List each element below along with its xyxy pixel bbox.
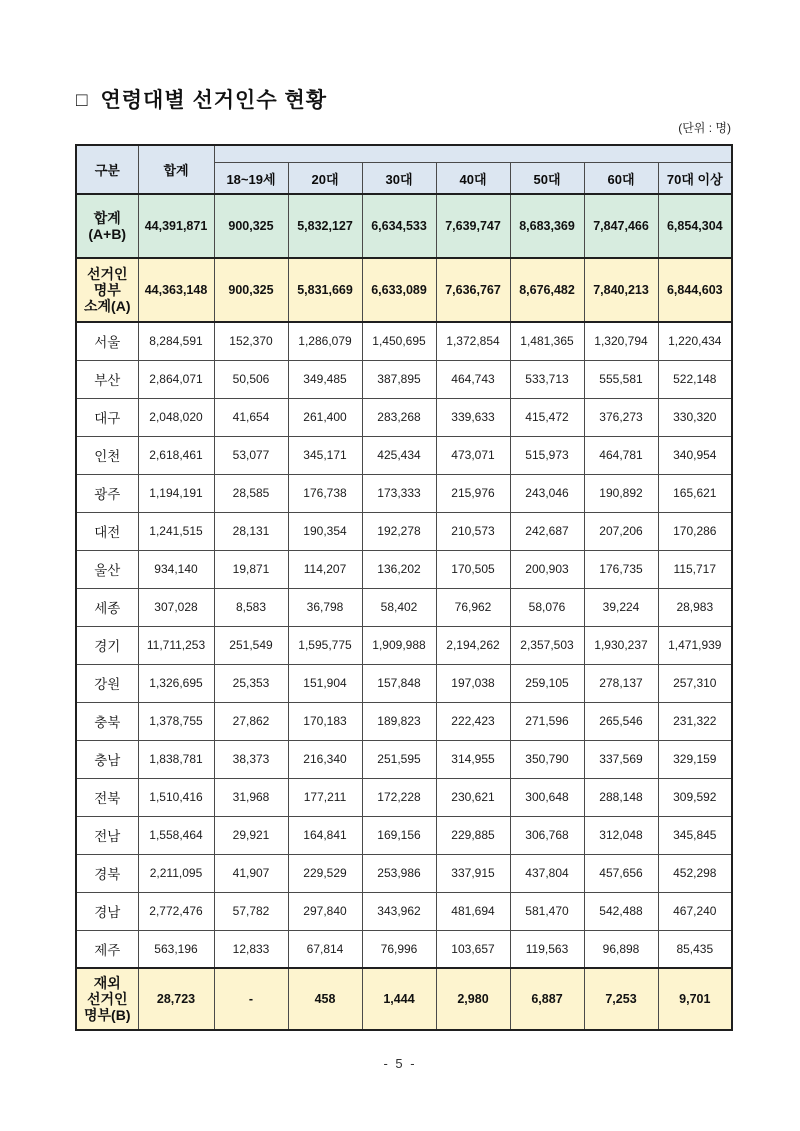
value-cell: 215,976 [436,474,510,512]
value-cell: 50,506 [214,360,288,398]
page-number: - 5 - [383,1056,417,1071]
table-row-total [76,194,732,258]
value-cell: 19,871 [214,550,288,588]
value-cell: 7,636,767 [436,258,510,322]
value-cell: 5,831,669 [288,258,362,322]
value-cell: 28,131 [214,512,288,550]
value-cell: 119,563 [510,930,584,968]
value-cell: 152,370 [214,322,288,360]
value-cell: 452,298 [658,854,732,892]
row-label: 경기 [76,626,138,664]
unit-note: (단위 : 명) [678,121,731,135]
value-cell: 257,310 [658,664,732,702]
value-cell: 157,848 [362,664,436,702]
value-cell: 190,892 [584,474,658,512]
value-cell: 6,887 [510,968,584,1030]
header-age-40s: 40대 [436,163,510,195]
value-cell: 288,148 [584,778,658,816]
row-label: 충남 [76,740,138,778]
header-total: 합계 [138,145,214,194]
header-age-50s: 50대 [510,163,584,195]
value-cell: 8,583 [214,588,288,626]
value-cell: 1,595,775 [288,626,362,664]
value-cell: 2,772,476 [138,892,214,930]
value-cell: 2,864,071 [138,360,214,398]
value-cell: 2,980 [436,968,510,1030]
value-cell: 7,253 [584,968,658,1030]
value-cell: 9,701 [658,968,732,1030]
value-cell: 330,320 [658,398,732,436]
value-cell: 542,488 [584,892,658,930]
value-cell: 170,286 [658,512,732,550]
value-cell: 2,211,095 [138,854,214,892]
value-cell: 2,048,020 [138,398,214,436]
value-cell: 242,687 [510,512,584,550]
value-cell: 207,206 [584,512,658,550]
row-label: 서울 [76,322,138,360]
value-cell: 11,711,253 [138,626,214,664]
value-cell: 307,028 [138,588,214,626]
row-label: 인천 [76,436,138,474]
value-cell: 1,326,695 [138,664,214,702]
value-cell: 522,148 [658,360,732,398]
value-cell: 473,071 [436,436,510,474]
row-label: 전북 [76,778,138,816]
table-row-region [76,588,732,626]
value-cell: 339,633 [436,398,510,436]
value-cell: 164,841 [288,816,362,854]
value-cell: 200,903 [510,550,584,588]
value-cell: 314,955 [436,740,510,778]
value-cell: 151,904 [288,664,362,702]
value-cell: 176,738 [288,474,362,512]
row-label: 경남 [76,892,138,930]
value-cell: 8,284,591 [138,322,214,360]
table-row-region [76,740,732,778]
value-cell: 85,435 [658,930,732,968]
value-cell: 425,434 [362,436,436,474]
value-cell: 7,639,747 [436,194,510,258]
table-row-region [76,550,732,588]
voter-count-table [75,144,733,1031]
value-cell: 7,847,466 [584,194,658,258]
value-cell: 114,207 [288,550,362,588]
value-cell: 271,596 [510,702,584,740]
value-cell: 1,471,939 [658,626,732,664]
value-cell: 41,907 [214,854,288,892]
table-row-region [76,930,732,968]
row-label: 세종 [76,588,138,626]
value-cell: 345,171 [288,436,362,474]
header-age-20s: 20대 [288,163,362,195]
value-cell: 1,320,794 [584,322,658,360]
row-label: 합계 (A+B) [76,194,138,258]
value-cell: 481,694 [436,892,510,930]
value-cell: 253,986 [362,854,436,892]
value-cell: 5,832,127 [288,194,362,258]
value-cell: 457,656 [584,854,658,892]
value-cell: 58,402 [362,588,436,626]
value-cell: 44,391,871 [138,194,214,258]
value-cell: 437,804 [510,854,584,892]
value-cell: 900,325 [214,194,288,258]
table-row-region [76,816,732,854]
table-row-region [76,626,732,664]
table-row-region [76,436,732,474]
value-cell: 1,558,464 [138,816,214,854]
table-row-region [76,892,732,930]
value-cell: 900,325 [214,258,288,322]
value-cell: 2,357,503 [510,626,584,664]
value-cell: 170,183 [288,702,362,740]
value-cell: 6,633,089 [362,258,436,322]
value-cell: 1,241,515 [138,512,214,550]
table-row-region [76,778,732,816]
value-cell: 12,833 [214,930,288,968]
value-cell: 76,996 [362,930,436,968]
value-cell: 210,573 [436,512,510,550]
value-cell: 243,046 [510,474,584,512]
value-cell: 345,845 [658,816,732,854]
value-cell: 190,354 [288,512,362,550]
value-cell: 251,595 [362,740,436,778]
value-cell: 6,854,304 [658,194,732,258]
value-cell: 58,076 [510,588,584,626]
value-cell: 278,137 [584,664,658,702]
value-cell: 467,240 [658,892,732,930]
table-row-region [76,664,732,702]
value-cell: 458 [288,968,362,1030]
row-label: 전남 [76,816,138,854]
value-cell: 251,549 [214,626,288,664]
value-cell: 173,333 [362,474,436,512]
value-cell: 189,823 [362,702,436,740]
value-cell: 76,962 [436,588,510,626]
row-label: 울산 [76,550,138,588]
value-cell: 170,505 [436,550,510,588]
value-cell: 8,683,369 [510,194,584,258]
table-row-region [76,322,732,360]
row-label: 강원 [76,664,138,702]
row-label: 선거인 명부 소계(A) [76,258,138,322]
table-row-overseas [76,968,732,1030]
value-cell: 376,273 [584,398,658,436]
row-label: 재외 선거인 명부(B) [76,968,138,1030]
value-cell: 165,621 [658,474,732,512]
value-cell: 300,648 [510,778,584,816]
table-header [76,145,732,194]
header-age-60s: 60대 [584,163,658,195]
row-label: 경북 [76,854,138,892]
value-cell: 25,353 [214,664,288,702]
value-cell: 176,735 [584,550,658,588]
value-cell: 230,621 [436,778,510,816]
table-row-region [76,398,732,436]
value-cell: 464,743 [436,360,510,398]
value-cell: 6,844,603 [658,258,732,322]
value-cell: 28,585 [214,474,288,512]
square-bullet-icon: □ [76,90,89,111]
value-cell: 115,717 [658,550,732,588]
table-row-region [76,854,732,892]
value-cell: 172,228 [362,778,436,816]
value-cell: 297,840 [288,892,362,930]
value-cell: 169,156 [362,816,436,854]
header-age-span [214,145,732,163]
value-cell: 57,782 [214,892,288,930]
table-row-subtotal [76,258,732,322]
value-cell: 53,077 [214,436,288,474]
value-cell: 6,634,533 [362,194,436,258]
page-title-text: 연령대별 선거인수 현황 [100,89,328,112]
value-cell: 934,140 [138,550,214,588]
value-cell: 192,278 [362,512,436,550]
value-cell: 1,481,365 [510,322,584,360]
value-cell: 2,618,461 [138,436,214,474]
value-cell: 7,840,213 [584,258,658,322]
value-cell: - [214,968,288,1030]
value-cell: 563,196 [138,930,214,968]
header-age-30s: 30대 [362,163,436,195]
value-cell: 350,790 [510,740,584,778]
table-row-region [76,360,732,398]
value-cell: 2,194,262 [436,626,510,664]
value-cell: 44,363,148 [138,258,214,322]
value-cell: 1,194,191 [138,474,214,512]
value-cell: 1,930,237 [584,626,658,664]
value-cell: 349,485 [288,360,362,398]
value-cell: 1,450,695 [362,322,436,360]
header-row-top [76,145,732,163]
value-cell: 96,898 [584,930,658,968]
row-label: 충북 [76,702,138,740]
value-cell: 28,983 [658,588,732,626]
table-row-region [76,512,732,550]
value-cell: 1,909,988 [362,626,436,664]
value-cell: 1,378,755 [138,702,214,740]
value-cell: 1,220,434 [658,322,732,360]
table-body [76,194,732,1030]
value-cell: 464,781 [584,436,658,474]
value-cell: 38,373 [214,740,288,778]
value-cell: 261,400 [288,398,362,436]
table-row-region [76,474,732,512]
value-cell: 306,768 [510,816,584,854]
value-cell: 309,592 [658,778,732,816]
value-cell: 31,968 [214,778,288,816]
value-cell: 1,286,079 [288,322,362,360]
value-cell: 259,105 [510,664,584,702]
value-cell: 555,581 [584,360,658,398]
value-cell: 136,202 [362,550,436,588]
value-cell: 231,322 [658,702,732,740]
value-cell: 229,885 [436,816,510,854]
value-cell: 415,472 [510,398,584,436]
row-label: 대전 [76,512,138,550]
value-cell: 36,798 [288,588,362,626]
value-cell: 222,423 [436,702,510,740]
value-cell: 197,038 [436,664,510,702]
value-cell: 216,340 [288,740,362,778]
value-cell: 343,962 [362,892,436,930]
value-cell: 329,159 [658,740,732,778]
value-cell: 337,569 [584,740,658,778]
value-cell: 515,973 [510,436,584,474]
value-cell: 283,268 [362,398,436,436]
page-title [76,84,327,114]
table-row-region [76,702,732,740]
value-cell: 340,954 [658,436,732,474]
value-cell: 103,657 [436,930,510,968]
row-label: 제주 [76,930,138,968]
value-cell: 1,838,781 [138,740,214,778]
row-label: 부산 [76,360,138,398]
value-cell: 8,676,482 [510,258,584,322]
value-cell: 229,529 [288,854,362,892]
value-cell: 29,921 [214,816,288,854]
value-cell: 387,895 [362,360,436,398]
value-cell: 39,224 [584,588,658,626]
value-cell: 337,915 [436,854,510,892]
value-cell: 27,862 [214,702,288,740]
value-cell: 177,211 [288,778,362,816]
value-cell: 533,713 [510,360,584,398]
value-cell: 1,372,854 [436,322,510,360]
value-cell: 265,546 [584,702,658,740]
header-category: 구분 [76,145,138,194]
value-cell: 1,444 [362,968,436,1030]
value-cell: 28,723 [138,968,214,1030]
row-label: 대구 [76,398,138,436]
header-age-70plus: 70대 이상 [658,163,732,195]
value-cell: 67,814 [288,930,362,968]
row-label: 광주 [76,474,138,512]
value-cell: 581,470 [510,892,584,930]
header-age-18-19: 18~19세 [214,163,288,195]
value-cell: 1,510,416 [138,778,214,816]
value-cell: 41,654 [214,398,288,436]
value-cell: 312,048 [584,816,658,854]
